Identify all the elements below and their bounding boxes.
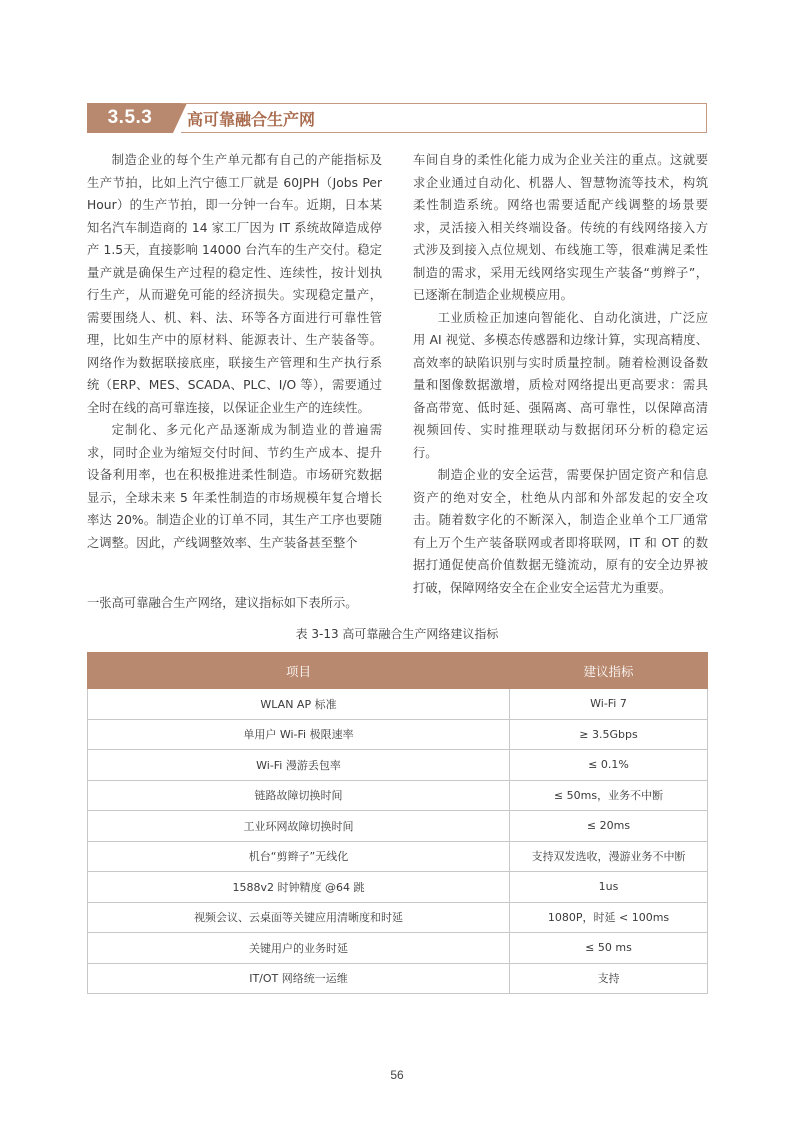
indicator-table: [87, 652, 708, 994]
table-intro-text: 一张高可靠融合生产网络，建议指标如下表所示。: [87, 596, 358, 610]
table-row: [88, 841, 708, 872]
table-row: [88, 750, 708, 781]
table-row: [88, 963, 708, 994]
table-cell-value: ≤ 20ms: [510, 811, 708, 842]
table-cell-item: WLAN AP 标准: [88, 689, 510, 720]
table-cell-item: 关键用户的业务时延: [88, 933, 510, 964]
table-row: [88, 872, 708, 903]
table-cell-item: 单用户 Wi-Fi 极限速率: [88, 719, 510, 750]
table-cell-item: 1588v2 时钟精度 @64 跳: [88, 872, 510, 903]
table-row: [88, 689, 708, 720]
table-header-item: 项目: [88, 653, 510, 689]
table-cell-value: ≥ 3.5Gbps: [510, 719, 708, 750]
table-cell-value: 支持双发选收，漫游业务不中断: [510, 841, 708, 872]
table-cell-item: 机台“剪辫子”无线化: [88, 841, 510, 872]
table-cell-item: IT/OT 网络统一运维: [88, 963, 510, 994]
table-cell-value: Wi-Fi 7: [510, 689, 708, 720]
paragraph: 制造企业的安全运营，需要保护固定资产和信息资产的绝对安全，杜绝从内部和外部发起的安全攻击。随着数字化的不断深入，制造企业单个工厂通常有上万个生产装备联网或者即将联网，IT 和 OT 的数据打通促使高价值数据无缝流动，原有的安全边界被打破，保障网络安全在企业安全运营尤为重要。: [413, 468, 708, 595]
table-row: [88, 902, 708, 933]
table-cell-value: 1us: [510, 872, 708, 903]
table-cell-value: ≤ 50ms，业务不中断: [510, 780, 708, 811]
right-column: [413, 149, 708, 599]
table-cell-item: Wi-Fi 漫游丢包率: [88, 750, 510, 781]
page-number: 56: [390, 1068, 404, 1082]
paragraph: 工业质检正加速向智能化、自动化演进，广泛应用 AI 视觉、多模态传感器和边缘计算，实现高精度、高效率的缺陷识别与实时质量控制。随着检测设备数量和图像数据激增，质检对网络提出更高要求：需具备高带宽、低时延、强隔离、高可靠性，以保障高清视频回传、实时推理联动与数据闭环分析的稳定运行。: [413, 310, 708, 460]
table-caption: 表 3-13 高可靠融合生产网络建议指标: [295, 627, 499, 641]
paragraph: 车间自身的柔性化能力成为企业关注的重点。这就要求企业通过自动化、机器人、智慧物流等技术，构筑柔性制造系统。网络也需要适配产线调整的场景要求，灵活接入相关终端设备。传统的有线网络接入方式涉及到接入点位规划、布线施工等，很难满足柔性制造的需求，采用无线网络实现生产装备“剪辫子”，已逐渐在制造企业规模应用。: [413, 153, 708, 302]
table-row: [88, 811, 708, 842]
table-cell-item: 链路故障切换时间: [88, 780, 510, 811]
paragraph: 定制化、多元化产品逐渐成为制造业的普遍需求，同时企业为缩短交付时间、节约生产成本、提升设备利用率，也在积极推进柔性制造。市场研究数据显示，全球未来 5 年柔性制造的市场规模年复合增长率达 20%。制造企业的订单不同，其生产工序也要随之调整。因此，产线调整效率、生产装备甚至整个: [87, 423, 382, 550]
section-number: 3.5.3: [87, 103, 173, 133]
table-header-row: [88, 653, 708, 689]
table-row: [88, 780, 708, 811]
table-header-value: 建议指标: [510, 653, 708, 689]
table-cell-value: 支持: [510, 963, 708, 994]
table-cell-value: ≤ 0.1%: [510, 750, 708, 781]
section-heading: [87, 103, 707, 133]
left-column: [87, 149, 382, 554]
paragraph: 制造企业的每个生产单元都有自己的产能指标及生产节拍，比如上汽宁德工厂就是 60JPH（Jobs Per Hour）的生产节拍，即一分钟一台车。近期，日本某知名汽车制造商的 14 家工厂因为 IT 系统故障造成停产 1.5天，直接影响 14000 台汽车的生产交付。稳定量产就是确保生产过程的稳定性、连续性，按计划执行生产，从而避免可能的经济损失。实现稳定量产，需要围绕人、机、料、法、环等各方面进行可靠性管理，比如生产中的原材料、能源表计、生产装备等。网络作为数据联接底座，联接生产管理和生产执行系统（ERP、MES、SCADA、PLC、I/O 等），需要通过全时在线的高可靠连接，以保证企业生产的连续性。: [87, 153, 382, 415]
table-cell-item: 工业环网故障切换时间: [88, 811, 510, 842]
table-cell-item: 视频会议、云桌面等关键应用清晰度和时延: [88, 902, 510, 933]
section-title: 高可靠融合生产网: [181, 103, 707, 133]
table-cell-value: ≤ 50 ms: [510, 933, 708, 964]
table-cell-value: 1080P，时延 < 100ms: [510, 902, 708, 933]
table-row: [88, 719, 708, 750]
table-row: [88, 933, 708, 964]
